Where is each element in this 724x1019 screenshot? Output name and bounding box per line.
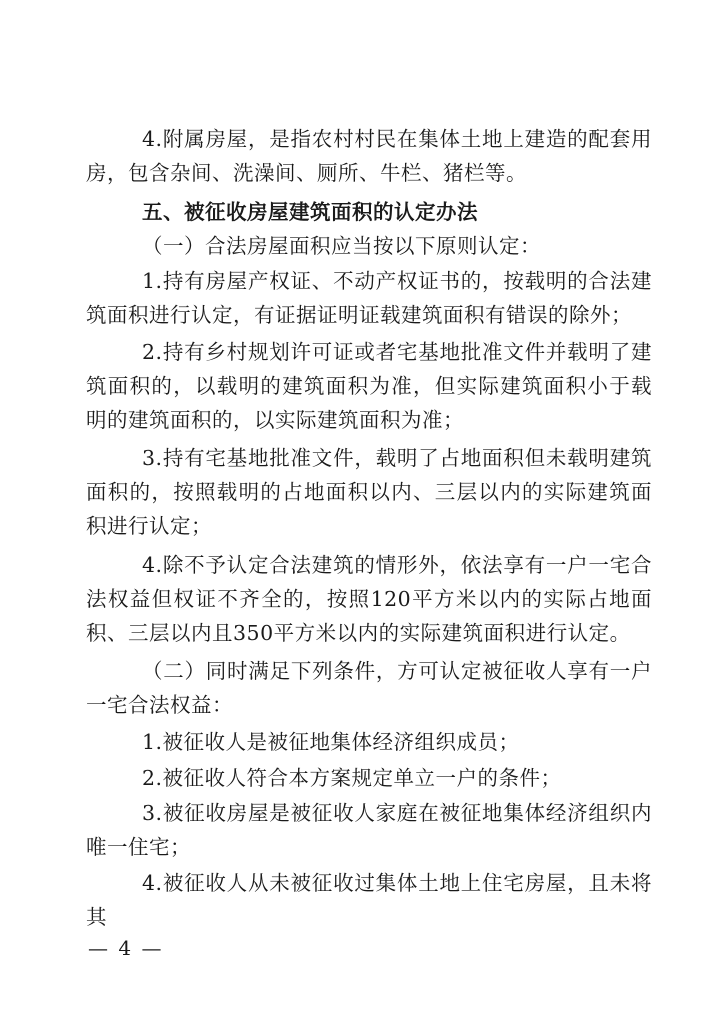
- rule-item-3: 3.持有宅基地批准文件，载明了占地面积但未载明建筑面积的，按照载明的占地面积以内、三层以内的实际建筑面积进行认定；: [86, 446, 652, 538]
- condition-item-2: 2.被征收人符合本方案规定单立一户的条件；: [142, 766, 562, 790]
- page-number: — 4 —: [88, 936, 164, 960]
- section-heading-5: 五、被征收房屋建筑面积的认定办法: [142, 200, 478, 224]
- rule-item-2: 2.持有乡村规划许可证或者宅基地批准文件并载明了建筑面积的，以载明的建筑面积为准，但实际建筑面积小于载明的建筑面积的，以实际建筑面积为准；: [86, 340, 652, 432]
- subsection-heading-1: （一）合法房屋面积应当按以下原则认定：: [142, 234, 541, 258]
- rule-item-4: 4.除不予认定合法建筑的情形外，依法享有一户一宅合法权益但权证不齐全的，按照120平方米以内的实际占地面积、三层以内且350平方米以内的实际建筑面积进行认定。: [86, 553, 652, 645]
- condition-item-1: 1.被征收人是被征地集体经济组织成员；: [142, 730, 520, 754]
- subsection-heading-2: （二）同时满足下列条件，方可认定被征收人享有一户一宅合法权益：: [86, 659, 652, 717]
- condition-item-4: 4.被征收人从未被征收过集体土地上住宅房屋，且未将其: [86, 871, 652, 929]
- rule-item-1: 1.持有房屋产权证、不动产权证书的，按载明的合法建筑面积进行认定，有证据证明证载建筑面积有错误的除外；: [86, 269, 652, 327]
- paragraph-ancillary-houses: 4.附属房屋，是指农村村民在集体土地上建造的配套用房，包含杂间、洗澡间、厕所、牛栏、猪栏等。: [86, 127, 652, 185]
- condition-item-3: 3.被征收房屋是被征收人家庭在被征地集体经济组织内唯一住宅；: [86, 801, 652, 859]
